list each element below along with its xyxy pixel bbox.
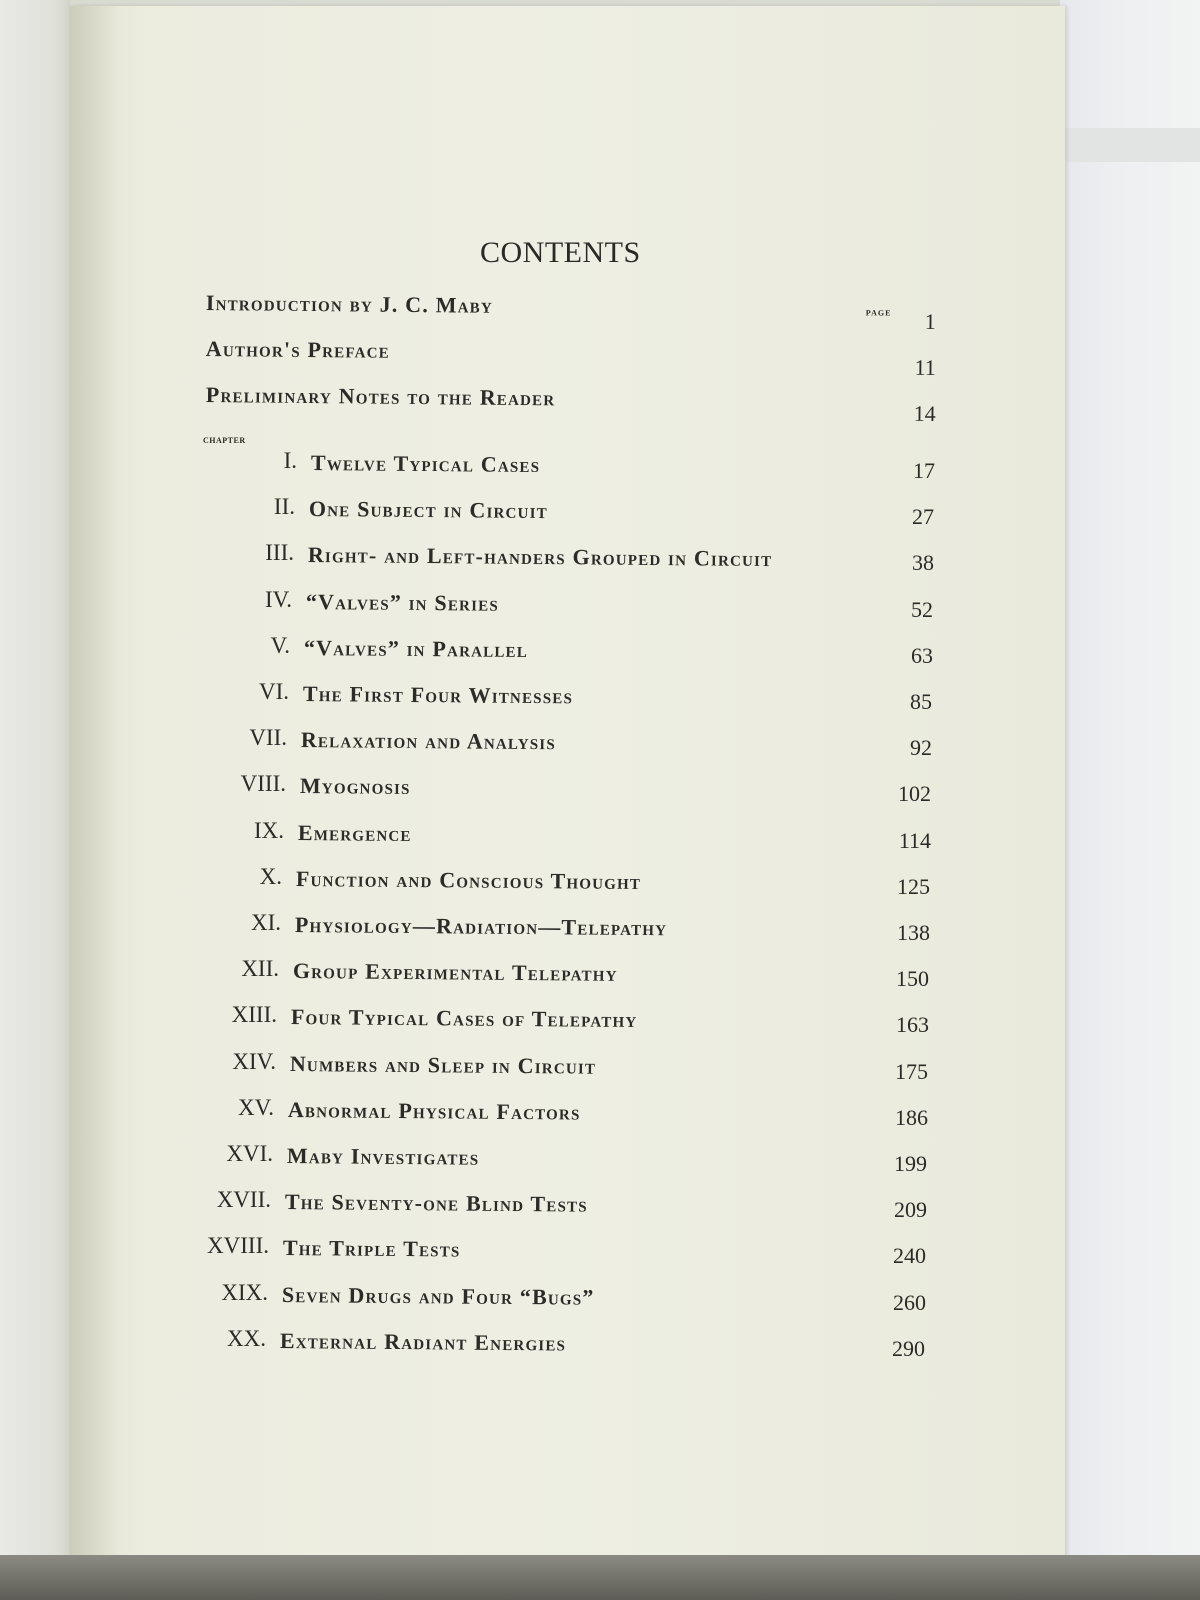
chapter-page: 125 (897, 873, 930, 899)
chapter-item (241, 956, 929, 998)
chapter-title: “Valves” in Series (305, 588, 500, 616)
front-matter-page: 11 (914, 354, 936, 381)
chapter-number: IX. (253, 817, 284, 843)
front-matter-item (206, 336, 936, 383)
chapter-item (232, 1048, 928, 1091)
chapter-item (226, 1141, 927, 1183)
chapter-number: XVII. (216, 1187, 271, 1213)
chapter-page: 163 (896, 1012, 929, 1038)
chapter-page: 38 (912, 550, 934, 576)
chapter-page: 102 (898, 781, 931, 807)
chapter-number: XIX. (221, 1279, 268, 1305)
chapter-page: 63 (911, 642, 933, 668)
chapter-item (259, 863, 930, 906)
chapter-number: VIII. (240, 771, 286, 797)
chapter-number: III. (265, 540, 294, 566)
chapter-title: “Valves” in Parallel (303, 634, 529, 662)
chapter-number: VII. (249, 725, 287, 751)
chapter-page: 175 (895, 1058, 928, 1084)
chapter-page: 209 (894, 1197, 927, 1223)
chapter-number: X. (259, 863, 282, 889)
chapter-number: XII. (241, 956, 279, 982)
chapter-item (264, 586, 933, 629)
chapter-title: The Seventy-one Blind Tests (284, 1189, 588, 1217)
chapter-title: Myognosis (299, 773, 411, 800)
chapter-page: 290 (892, 1335, 925, 1361)
chapter-title: The Triple Tests (282, 1235, 461, 1262)
chapter-title: Twelve Typical Cases (310, 450, 541, 478)
chapter-number: XX. (227, 1325, 266, 1351)
chapter-item (283, 448, 935, 490)
chapter-page: 199 (894, 1151, 927, 1176)
chapter-item (231, 1002, 929, 1044)
chapter-page: 150 (896, 966, 929, 992)
chapter-title: Four Typical Cases of Telepathy (290, 1004, 638, 1033)
front-matter-item (206, 290, 936, 337)
chapter-page: 52 (911, 596, 933, 622)
front-matter-page: 14 (913, 400, 936, 427)
front-matter-title: Author's Preface (205, 336, 391, 363)
chapter-number: IV. (264, 586, 292, 612)
chapter-number: XV. (237, 1094, 274, 1120)
chapter-page: 240 (893, 1243, 926, 1269)
front-matter-item (206, 382, 936, 429)
front-matter-title: Introduction by J. C. Maby (205, 290, 494, 318)
chapter-item (273, 494, 934, 536)
chapter-title: Seven Drugs and Four “Bugs” (281, 1281, 595, 1310)
chapter-title: Physiology—Radiation—Telepathy (294, 912, 668, 941)
chapter-title: One Subject in Circuit (308, 496, 548, 524)
chapter-page: 92 (910, 735, 932, 761)
chapter-page: 138 (897, 920, 930, 945)
chapter-title: Right- and Left-handers Grouped in Circuit (307, 542, 773, 572)
chapter-number: I. (283, 448, 297, 473)
chapter-item (216, 1187, 927, 1229)
chapter-number: VI. (258, 679, 289, 704)
chapter-page: 186 (895, 1104, 928, 1130)
chapter-item (265, 540, 934, 582)
chapter-title: External Radiant Energies (279, 1327, 567, 1356)
chapter-item (253, 817, 931, 860)
chapter-item (207, 1233, 926, 1275)
chapter-number: V. (270, 632, 290, 658)
front-matter-page: 1 (924, 308, 936, 335)
chapter-title: Maby Investigates (286, 1143, 480, 1170)
chapter-title: Emergence (297, 819, 412, 846)
chapter-page: 27 (912, 504, 934, 530)
chapter-page: 260 (893, 1289, 926, 1315)
chapter-column-label: chapter (203, 432, 246, 446)
chapter-number: XVIII. (207, 1233, 269, 1259)
chapter-number: II. (273, 494, 295, 520)
chapter-item (250, 910, 930, 952)
chapter-item (240, 771, 931, 813)
front-matter-title: Preliminary Notes to the Reader (205, 382, 556, 411)
chapter-item (227, 1325, 925, 1368)
chapter-item (221, 1279, 926, 1322)
chapter-number: XIII. (231, 1002, 277, 1028)
chapter-item (249, 725, 932, 767)
chapter-title: Numbers and Sleep in Circuit (289, 1050, 597, 1079)
chapter-item (237, 1094, 928, 1137)
chapter-title: Group Experimental Telepathy (292, 958, 618, 987)
chapter-item (270, 632, 933, 675)
chapter-title: Function and Conscious Thought (295, 865, 642, 894)
chapter-page: 85 (910, 689, 932, 714)
page-title: CONTENTS (480, 236, 641, 269)
page-column-label: page (865, 304, 892, 319)
chapter-page: 17 (913, 458, 935, 483)
chapter-title: Relaxation and Analysis (300, 727, 557, 755)
chapter-title: Abnormal Physical Factors (287, 1096, 581, 1125)
chapter-number: XIV. (232, 1048, 276, 1074)
chapter-page: 114 (898, 827, 931, 853)
chapter-number: XI. (250, 910, 281, 935)
chapter-title: The First Four Witnesses (302, 681, 574, 709)
chapter-item (258, 679, 932, 721)
chapter-number: XVI. (226, 1141, 273, 1166)
